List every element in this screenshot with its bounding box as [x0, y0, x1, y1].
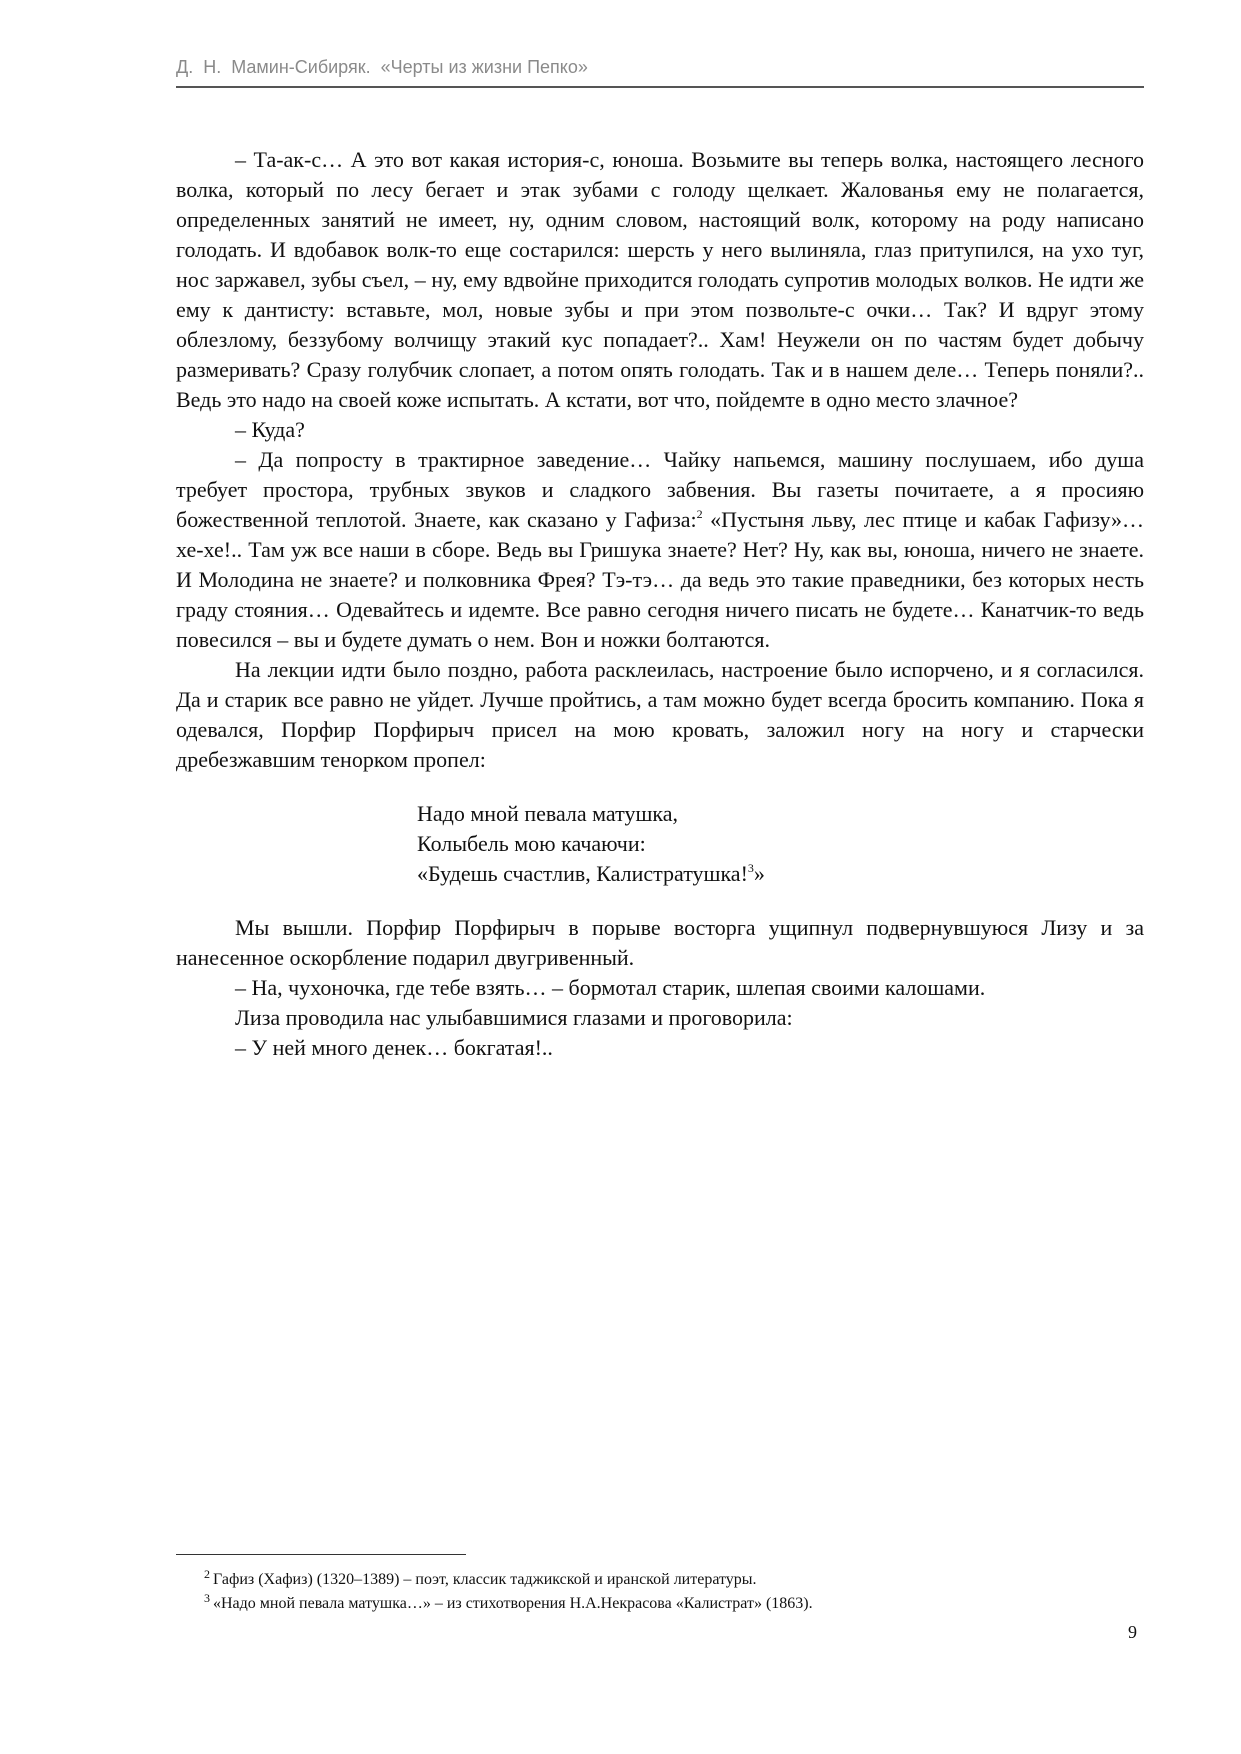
- verse-line-3-text: «Будешь счастлив, Калистратушка!: [417, 861, 748, 886]
- paragraph-2: – Куда?: [235, 417, 305, 442]
- verse-line-2: Колыбель мою качаючи:: [417, 831, 646, 856]
- paragraph-4: На лекции идти было поздно, работа расклеилась, настроение было испорчено, и я согласился. Да и старик все равно не уйдет. Лучше пройтись, а там можно будет всегда бросить компанию. Пока я одевался, Порфир Порфирыч присел на мою кровать, заложил ногу на ногу и старчески дребезжавшим тенорком пропел:: [176, 657, 1144, 772]
- header-author: Д. Н. Мамин-Сибиряк.: [176, 57, 371, 77]
- footnote-2: [204, 1568, 1104, 1592]
- verse-block: [176, 799, 1144, 889]
- footnote-text: «Надо мной певала матушка…» – из стихотворения Н.А.Некрасова «Калистрат» (1863).: [213, 1595, 813, 1612]
- paragraph-7: Лиза проводила нас улыбавшимися глазами и проговорила:: [235, 1005, 793, 1030]
- footnote-number: 3: [204, 1591, 210, 1605]
- verse-line-3: [417, 859, 1144, 889]
- verse-line-1: Надо мной певала матушка,: [417, 801, 679, 826]
- footnotes: [204, 1568, 1104, 1616]
- header-title: «Черты из жизни Пепко»: [380, 57, 588, 77]
- paragraph-8: – У ней много денек… бокгатая!..: [235, 1035, 553, 1060]
- header-text: [176, 57, 588, 78]
- page-number: 9: [1128, 1622, 1137, 1642]
- footnote-text: Гафиз (Хафиз) (1320–1389) – поэт, классик таджикской и иранской литературы.: [213, 1571, 757, 1588]
- footnote-ref-3[interactable]: 3: [747, 861, 754, 875]
- paragraph-5: Мы вышли. Порфир Порфирыч в порыве восторга ущипнул подвернувшуюся Лизу и за нанесенное оскорбление подарил двугривенный.: [176, 915, 1144, 970]
- verse-line-3-end: »: [753, 861, 765, 886]
- paragraph-3-part-b: «Пустыня льву, лес птице и кабак Гафизу»… хе-хе!.. Там уж все наши в сборе. Ведь вы Гришука знаете? Нет? Ну, как вы, юноша, ничего не знаете. И Молодина не знаете? и полковника Фрея? Тэ-тэ… да ведь это такие праведники, без которых несть граду стояния… Одевайтесь и идемте. Все равно сегодня ничего писать не будете… Канатчик-то ведь повесился – вы и будете думать о нем. Вон и ножки болтаются.: [176, 507, 1145, 652]
- footnote-3: [204, 1592, 1104, 1616]
- footnote-divider: [176, 1554, 466, 1555]
- paragraph-6: – На, чухоночка, где тебе взять… – бормотал старик, шлепая своими калошами.: [235, 975, 986, 1000]
- running-header: [176, 54, 1144, 88]
- paragraph-3-part-a: – Да попросту в трактирное заведение… Чайку напьемся, машину послушаем, ибо душа требует простора, трубных звуков и сладкого забвения. Вы газеты почитаете, а я просияю божественной теплотой. Знаете, как сказано у Гафиза:: [176, 447, 1144, 532]
- footnote-ref-2[interactable]: 2: [696, 507, 703, 521]
- footnote-number: 2: [204, 1567, 210, 1581]
- main-text: [176, 145, 1144, 1063]
- paragraph-1: – Та-ак-с… А это вот какая история-с, юноша. Возьмите вы теперь волка, настоящего лесного волка, который по лесу бегает и этак зубами с голоду щелкает. Жалованья ему не полагается, определенных занятий не имеет, ну, одним словом, настоящий волк, которому на роду написано голодать. И вдобавок волк-то еще состарился: шерсть у него вылиняла, глаз притупился, на ухо туг, нос заржавел, зубы съел, – ну, ему вдвойне приходится голодать супротив молодых волков. Не идти же ему к дантисту: вставьте, мол, новые зубы и при этом позвольте-с очки… Так? И вдруг этому облезлому, беззубому волчищу этакий кус попадает?.. Хам! Неужели он по частям будет добычу размеривать? Сразу голубчик слопает, а потом опять голодать. Так и в нашем деле… Теперь поняли?.. Ведь это надо на своей коже испытать. А кстати, вот что, пойдемте в одно место злачное?: [176, 147, 1144, 412]
- paragraph-3: [176, 445, 1144, 655]
